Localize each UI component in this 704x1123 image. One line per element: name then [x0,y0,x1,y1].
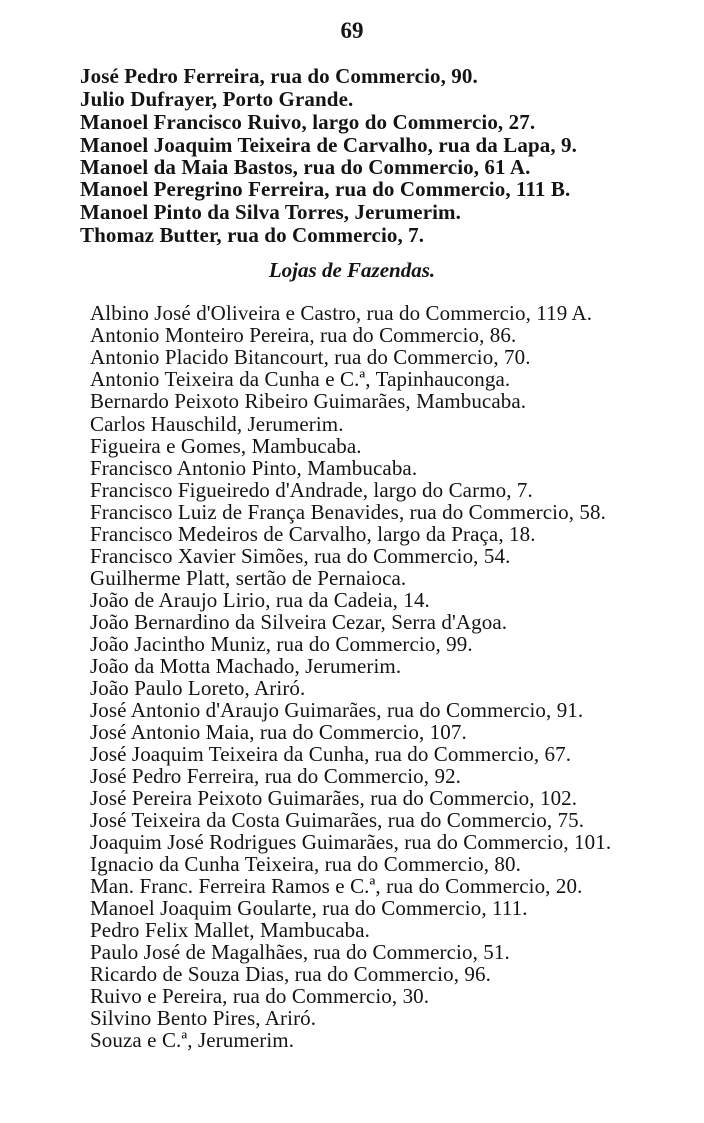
list-item: Manoel Francisco Ruivo, largo do Commercio, 27. [80,110,536,134]
list-item: José Antonio d'Araujo Guimarães, rua do Commercio, 91. [90,698,584,722]
list-item: Guilherme Platt, sertão de Pernaioca. [90,566,407,590]
list-item: Francisco Figueiredo d'Andrade, largo do Carmo, 7. [90,478,533,502]
list-item: João de Araujo Lirio, rua da Cadeia, 14. [90,588,430,612]
list-item: Man. Franc. Ferreira Ramos e C.ª, rua do Commercio, 20. [90,874,583,898]
list-item: Ricardo de Souza Dias, rua do Commercio, 96. [90,962,491,986]
list-item: Figueira e Gomes, Mambucaba. [90,434,362,458]
list-item: Thomaz Butter, rua do Commercio, 7. [80,223,425,247]
list-item: José Pedro Ferreira, rua do Commercio, 92. [90,764,462,788]
list-item: Antonio Placido Bitancourt, rua do Commercio, 70. [90,345,531,369]
list-item: Manoel Joaquim Goularte, rua do Commercio, 111. [90,896,528,920]
list-item: João da Motta Machado, Jerumerim. [90,654,402,678]
list-item: João Paulo Loreto, Ariró. [90,676,306,700]
list-item: Ruivo e Pereira, rua do Commercio, 30. [90,984,430,1008]
list-item: Manoel Joaquim Teixeira de Carvalho, rua da Lapa, 9. [80,133,577,157]
list-item: João Jacintho Muniz, rua do Commercio, 99. [90,632,473,656]
list-item: Francisco Luiz de França Benavides, rua do Commercio, 58. [90,500,606,524]
list-item: José Antonio Maia, rua do Commercio, 107. [90,720,467,744]
list-item: Pedro Felix Mallet, Mambucaba. [90,918,371,942]
section-title: Lojas de Fazendas. [268,258,436,282]
list-item: Antonio Teixeira da Cunha e C.ª, Tapinhauconga. [90,367,511,391]
list-item: Francisco Antonio Pinto, Mambucaba. [90,456,418,480]
list-item: Souza e C.ª, Jerumerim. [90,1028,295,1052]
list-item: Silvino Bento Pires, Ariró. [90,1006,317,1030]
list-item: Francisco Medeiros de Carvalho, largo da Praça, 18. [90,522,536,546]
list-item: João Bernardino da Silveira Cezar, Serra d'Agoa. [90,610,508,634]
list-item: Antonio Monteiro Pereira, rua do Commercio, 86. [90,323,517,347]
list-item: Francisco Xavier Simões, rua do Commercio, 54. [90,544,511,568]
page-number: 69 [340,18,364,43]
list-item: Manoel da Maia Bastos, rua do Commercio, 61 A. [80,155,531,179]
list-item: José Pedro Ferreira, rua do Commercio, 90. [80,64,478,88]
list-item: José Pereira Peixoto Guimarães, rua do Commercio, 102. [90,786,578,810]
list-item: Ignacio da Cunha Teixeira, rua do Commercio, 80. [90,852,521,876]
list-item: Albino José d'Oliveira e Castro, rua do Commercio, 119 A. [90,301,593,325]
list-item: Joaquim José Rodrigues Guimarães, rua do Commercio, 101. [90,830,612,854]
list-item: Manoel Pinto da Silva Torres, Jerumerim. [80,200,462,224]
list-item: Manoel Peregrino Ferreira, rua do Commercio, 111 B. [80,177,571,201]
list-item: Bernardo Peixoto Ribeiro Guimarães, Mambucaba. [90,389,527,413]
list-item: Paulo José de Magalhães, rua do Commercio, 51. [90,940,510,964]
list-item: José Teixeira da Costa Guimarães, rua do Commercio, 75. [90,808,585,832]
list-item: José Joaquim Teixeira da Cunha, rua do Commercio, 67. [90,742,572,766]
list-item: Carlos Hauschild, Jerumerim. [90,412,344,436]
list-item: Julio Dufrayer, Porto Grande. [80,87,354,111]
